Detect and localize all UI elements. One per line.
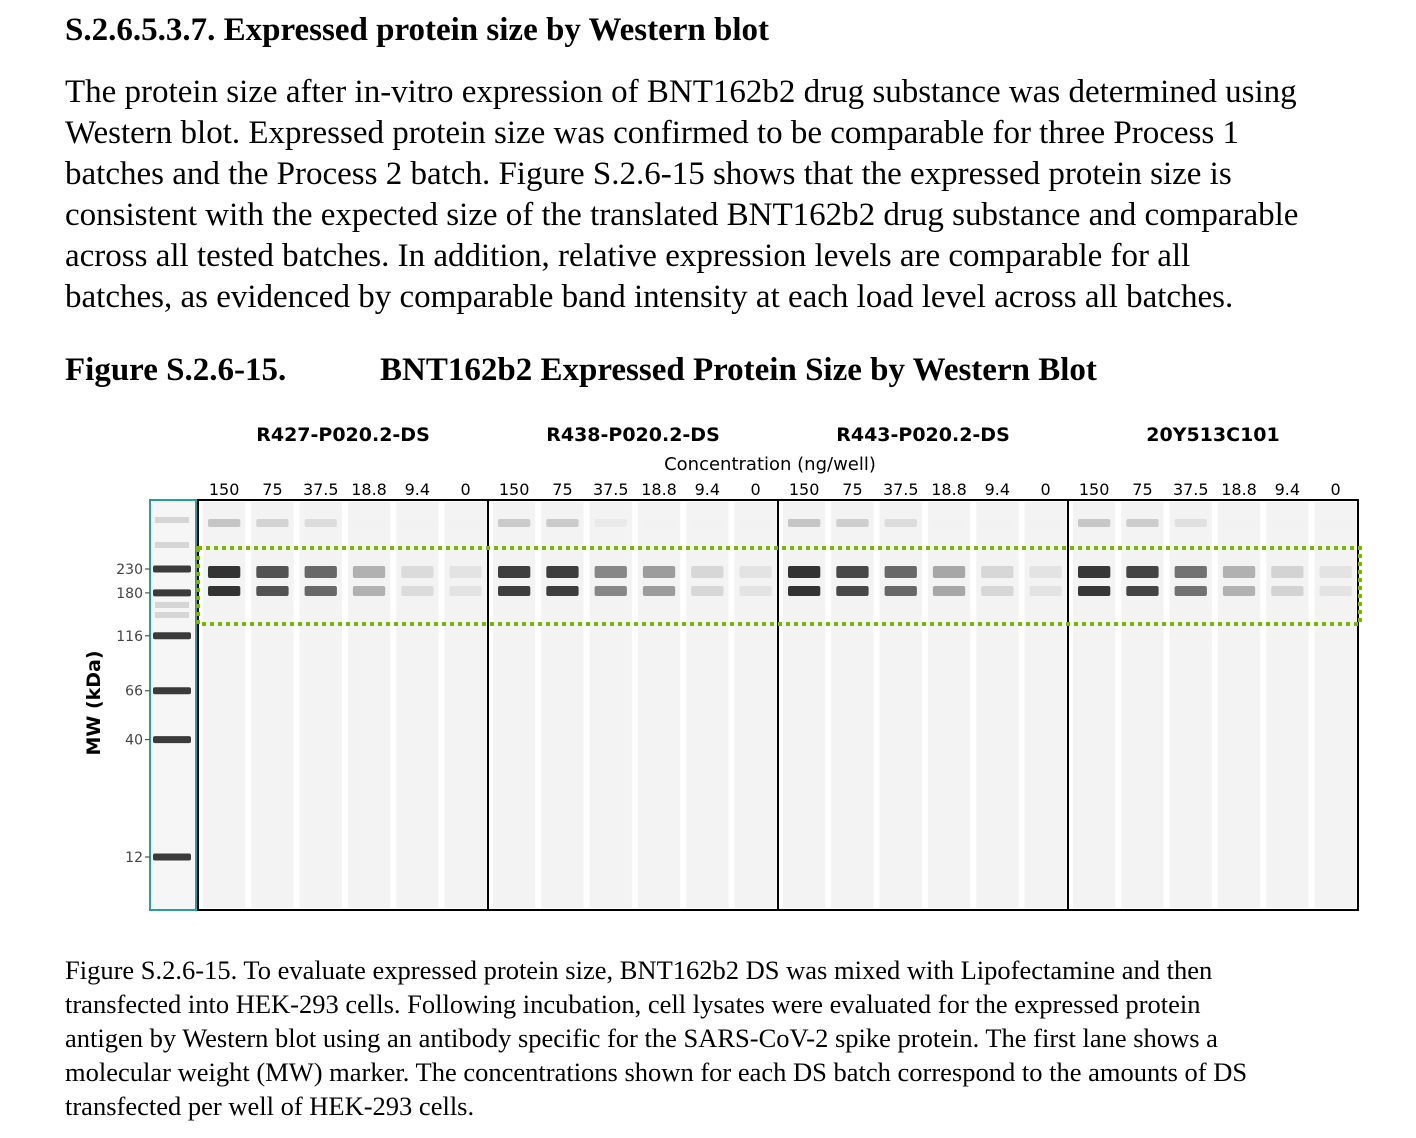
lane-column bbox=[1073, 502, 1115, 908]
protein-band-lower bbox=[256, 586, 288, 596]
lane-concentration-label: 9.4 bbox=[1274, 480, 1301, 499]
marker-band bbox=[153, 687, 191, 694]
marker-band bbox=[153, 566, 191, 573]
body-line: batches, as evidenced by comparable band intensity at each load level across all batches. bbox=[65, 279, 1234, 315]
section-heading: S.2.6.5.3.7. Expressed protein size by Western blot bbox=[65, 12, 770, 48]
protein-band-upper bbox=[691, 566, 723, 578]
protein-band-faint bbox=[788, 519, 820, 527]
lane-column bbox=[251, 502, 293, 908]
protein-band-upper bbox=[1320, 566, 1352, 578]
body-line: The protein size after in-vitro expression of BNT162b2 drug substance was determined using bbox=[65, 74, 1297, 110]
marker-label: 180 bbox=[116, 585, 143, 602]
protein-band-upper bbox=[1030, 566, 1062, 578]
protein-band-upper bbox=[933, 566, 965, 578]
protein-band-faint bbox=[1030, 519, 1062, 527]
protein-band-lower bbox=[981, 586, 1013, 596]
protein-band-lower bbox=[933, 586, 965, 596]
protein-band-upper bbox=[450, 566, 482, 578]
marker-label: 66 bbox=[125, 683, 143, 700]
lane-concentration-label: 0 bbox=[750, 480, 761, 499]
protein-band-lower bbox=[546, 586, 578, 596]
concentration-label: Concentration (ng/well) bbox=[664, 454, 876, 475]
protein-band-faint bbox=[498, 519, 530, 527]
lane-column bbox=[638, 502, 680, 908]
lane-column bbox=[541, 502, 583, 908]
protein-band-faint bbox=[740, 519, 772, 527]
protein-band-lower bbox=[691, 586, 723, 596]
protein-band-lower bbox=[595, 586, 627, 596]
marker-label: 40 bbox=[125, 732, 143, 749]
lane-concentration-label: 18.8 bbox=[1221, 480, 1257, 499]
marker-band bbox=[153, 632, 191, 639]
lane-concentration-label: 9.4 bbox=[984, 480, 1011, 499]
protein-band-upper bbox=[1078, 566, 1110, 578]
protein-band-upper bbox=[595, 566, 627, 578]
lane-column bbox=[831, 502, 873, 908]
caption-line: transfected per well of HEK-293 cells. bbox=[65, 1091, 475, 1121]
protein-band-lower bbox=[1030, 586, 1062, 596]
lane-column bbox=[300, 502, 342, 908]
body-line: Western blot. Expressed protein size was confirmed to be comparable for three Process 1 bbox=[65, 115, 1239, 151]
protein-band-faint bbox=[691, 519, 723, 527]
lane-column bbox=[1315, 502, 1357, 908]
lane-column bbox=[1218, 502, 1260, 908]
marker-smear bbox=[155, 612, 189, 618]
protein-band-lower bbox=[401, 586, 433, 596]
lane-column bbox=[1266, 502, 1308, 908]
protein-band-faint bbox=[450, 519, 482, 527]
protein-band-upper bbox=[208, 566, 240, 578]
protein-band-lower bbox=[353, 586, 385, 596]
body-line: batches and the Process 2 batch. Figure S.2.6-15 shows that the expressed protein size is bbox=[65, 156, 1232, 192]
lane-column bbox=[493, 502, 535, 908]
protein-band-lower bbox=[1223, 586, 1255, 596]
protein-band-upper bbox=[1271, 566, 1303, 578]
marker-lane bbox=[150, 500, 196, 910]
protein-band-faint bbox=[256, 519, 288, 527]
lane-concentration-label: 18.8 bbox=[641, 480, 677, 499]
protein-band-lower bbox=[740, 586, 772, 596]
mw-axis-label: MW (kDa) bbox=[83, 650, 105, 756]
protein-band-upper bbox=[643, 566, 675, 578]
lane-column bbox=[445, 502, 487, 908]
protein-band-lower bbox=[1175, 586, 1207, 596]
marker-smear bbox=[155, 517, 189, 523]
lane-concentration-label: 75 bbox=[1132, 480, 1153, 499]
figure-caption bbox=[65, 953, 1405, 1123]
lane-concentration-label: 0 bbox=[1040, 480, 1051, 499]
protein-band-upper bbox=[305, 566, 337, 578]
protein-band-lower bbox=[305, 586, 337, 596]
lane-column bbox=[686, 502, 728, 908]
marker-label: 12 bbox=[125, 850, 143, 866]
protein-band-lower bbox=[1126, 586, 1158, 596]
protein-band-faint bbox=[546, 519, 578, 527]
lane-concentration-label: 75 bbox=[842, 480, 863, 499]
protein-band-upper bbox=[1126, 566, 1158, 578]
protein-band-faint bbox=[208, 519, 240, 527]
marker-smear bbox=[155, 602, 189, 608]
caption-line: antigen by Western blot using an antibody specific for the SARS-CoV-2 spike protein. The first lane shows a bbox=[65, 1023, 1218, 1053]
protein-band-faint bbox=[1320, 519, 1352, 527]
figure-label: Figure S.2.6-15. bbox=[65, 352, 287, 388]
marker-smear bbox=[155, 542, 189, 548]
protein-band-faint bbox=[1223, 519, 1255, 527]
protein-band-faint bbox=[933, 519, 965, 527]
lane-column bbox=[396, 502, 438, 908]
protein-band-faint bbox=[643, 519, 675, 527]
marker-label: 116 bbox=[116, 628, 143, 645]
protein-band-faint bbox=[401, 519, 433, 527]
lane-concentration-label: 37.5 bbox=[592, 480, 629, 499]
lane-concentration-label: 75 bbox=[262, 480, 283, 499]
caption-line: transfected into HEK-293 cells. Following incubation, cell lysates were evaluated for the expressed protein bbox=[65, 989, 1201, 1019]
protein-band-lower bbox=[885, 586, 917, 596]
caption-line: Figure S.2.6-15. To evaluate expressed protein size, BNT162b2 DS was mixed with Lipofectamine and then bbox=[65, 955, 1213, 985]
lane-concentration-label: 0 bbox=[460, 480, 471, 499]
protein-band-faint bbox=[305, 519, 337, 527]
protein-band-lower bbox=[450, 586, 482, 596]
protein-band-lower bbox=[1078, 586, 1110, 596]
protein-band-lower bbox=[208, 586, 240, 596]
protein-band-faint bbox=[981, 519, 1013, 527]
protein-band-faint bbox=[1078, 519, 1110, 527]
lane-concentration-label: 150 bbox=[208, 480, 240, 499]
protein-band-upper bbox=[353, 566, 385, 578]
protein-band-upper bbox=[401, 566, 433, 578]
protein-band-lower bbox=[1271, 586, 1303, 596]
lane-concentration-label: 18.8 bbox=[931, 480, 967, 499]
protein-band-faint bbox=[885, 519, 917, 527]
lane-column bbox=[348, 502, 390, 908]
lane-column bbox=[1170, 502, 1212, 908]
protein-band-upper bbox=[1223, 566, 1255, 578]
protein-band-faint bbox=[1271, 519, 1303, 527]
lane-concentration-label: 9.4 bbox=[404, 480, 431, 499]
protein-band-lower bbox=[1320, 586, 1352, 596]
lane-concentration-label: 150 bbox=[1078, 480, 1110, 499]
lane-column bbox=[976, 502, 1018, 908]
protein-band-upper bbox=[885, 566, 917, 578]
protein-band-upper bbox=[546, 566, 578, 578]
batch-name: R438-P020.2-DS bbox=[546, 424, 720, 446]
body-line: consistent with the expected size of the translated BNT162b2 drug substance and comparable bbox=[65, 197, 1299, 233]
lane-concentration-label: 37.5 bbox=[302, 480, 339, 499]
protein-band-lower bbox=[498, 586, 530, 596]
protein-band-faint bbox=[1126, 519, 1158, 527]
protein-band-upper bbox=[256, 566, 288, 578]
protein-band-lower bbox=[643, 586, 675, 596]
protein-band-upper bbox=[788, 566, 820, 578]
protein-band-upper bbox=[981, 566, 1013, 578]
lane-concentration-label: 75 bbox=[552, 480, 573, 499]
protein-band-lower bbox=[836, 586, 868, 596]
protein-band-upper bbox=[1175, 566, 1207, 578]
protein-band-lower bbox=[788, 586, 820, 596]
batch-name: 20Y513C101 bbox=[1146, 424, 1280, 446]
protein-band-faint bbox=[595, 519, 627, 527]
lane-concentration-label: 9.4 bbox=[694, 480, 721, 499]
protein-band-upper bbox=[836, 566, 868, 578]
protein-band-faint bbox=[353, 519, 385, 527]
lane-concentration-label: 37.5 bbox=[882, 480, 919, 499]
lane-column bbox=[928, 502, 970, 908]
protein-band-faint bbox=[1175, 519, 1207, 527]
batch-name: R427-P020.2-DS bbox=[256, 424, 430, 446]
protein-band-upper bbox=[740, 566, 772, 578]
protein-band-faint bbox=[836, 519, 868, 527]
lane-concentration-label: 150 bbox=[498, 480, 530, 499]
lane-concentration-label: 18.8 bbox=[351, 480, 387, 499]
batch-name: R443-P020.2-DS bbox=[836, 424, 1010, 446]
lane-column bbox=[1025, 502, 1067, 908]
body-line: across all tested batches. In addition, relative expression levels are comparable for all bbox=[65, 238, 1191, 274]
protein-band-upper bbox=[498, 566, 530, 578]
lane-concentration-label: 0 bbox=[1330, 480, 1341, 499]
lane-column bbox=[735, 502, 777, 908]
lane-concentration-label: 150 bbox=[788, 480, 820, 499]
caption-line: molecular weight (MW) marker. The concentrations shown for each DS batch correspond to the amounts of DS bbox=[65, 1057, 1248, 1087]
marker-label: 230 bbox=[116, 562, 143, 578]
marker-band bbox=[153, 854, 191, 861]
lane-column bbox=[590, 502, 632, 908]
figure-title: BNT162b2 Expressed Protein Size by Western Blot bbox=[380, 352, 1097, 388]
marker-band bbox=[153, 589, 191, 596]
lane-concentration-label: 37.5 bbox=[1172, 480, 1209, 499]
lane-column bbox=[203, 502, 245, 908]
marker-band bbox=[153, 736, 191, 743]
lane-column bbox=[880, 502, 922, 908]
lane-column bbox=[783, 502, 825, 908]
lane-column bbox=[1121, 502, 1163, 908]
